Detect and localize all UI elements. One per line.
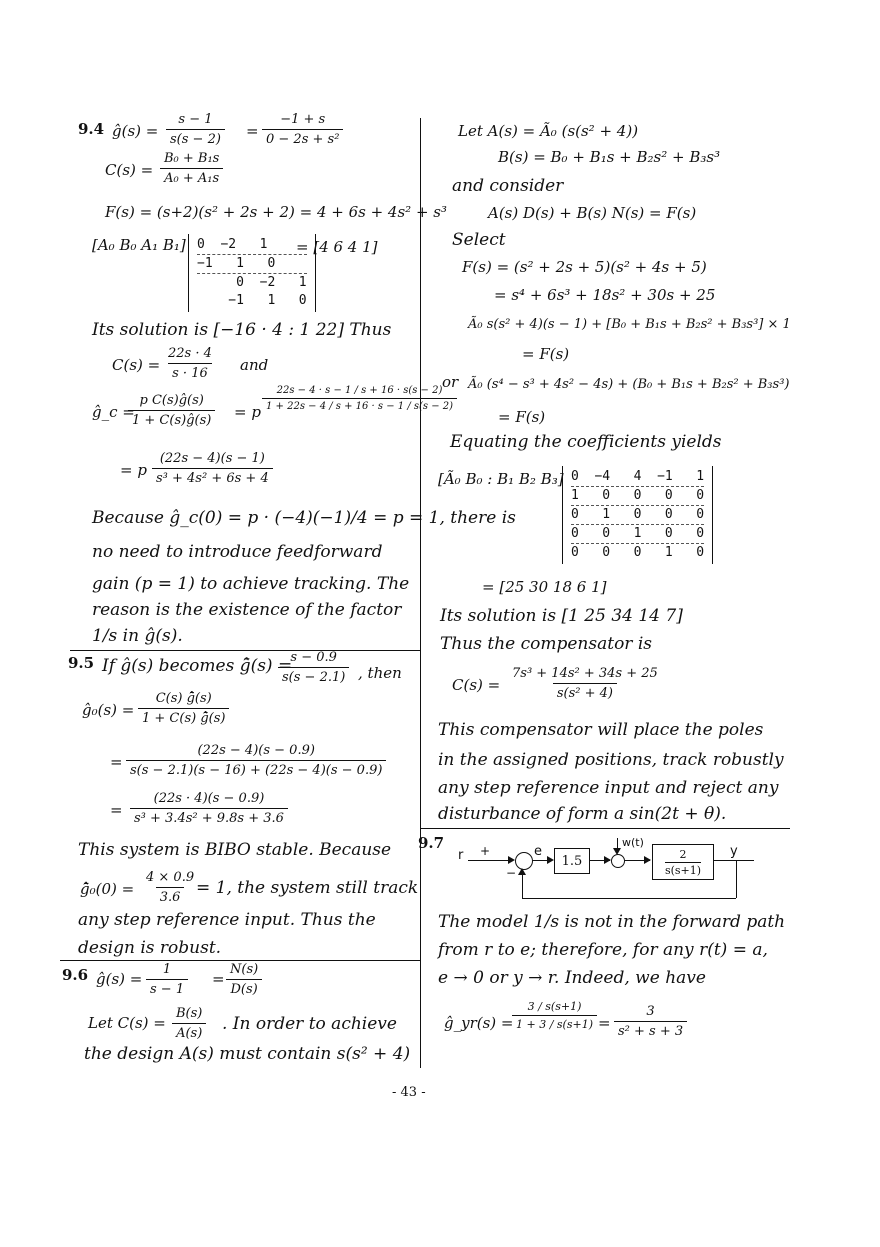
text-line: e → 0 or y → r. Indeed, we have [438, 968, 706, 988]
closed-loop-substituted: $\frac{22s - 4 \cdot s - 1 / s + 16 \cdot s(s - 2)}{1 + 22s - 4 / s + 16 \cdot s - 1 / s(s - 2)}$ [262, 385, 457, 412]
equation-line: = F(s) [522, 345, 570, 363]
arrow-head [644, 856, 651, 864]
error-label: e [534, 844, 542, 859]
problem-label-9-4: 9.4 [78, 120, 105, 138]
equation-line: Ã₀ s(s² + 4)(s − 1) + [B₀ + B₁s + B₂s² + B₃s³] × 1 [468, 317, 791, 332]
and-text: and [240, 356, 269, 374]
gain-block: 1.5 [554, 848, 590, 874]
dc-gain-lhs: ĝ̄₀(0) = [80, 880, 135, 898]
arrow-head [547, 856, 554, 864]
text-line: any step reference input. Thus the [78, 910, 376, 930]
minus-sign: − [506, 866, 517, 880]
fraction-g-expanded: $\frac{-1 + s}{\text{0 − 2s + s²}}$ [262, 112, 343, 147]
arrow-head [518, 868, 526, 875]
tracking-text: = 1, the system still track [196, 878, 419, 898]
closed-loop-result: $\frac{3}{\text{s² + s + 3}}$ [614, 1004, 687, 1039]
arrow-head [508, 856, 515, 864]
feedback-line [522, 898, 736, 899]
closed-loop-fraction: $\frac{3 / s(s+1)}{1 + 3 / s(s+1)}$ [512, 1000, 597, 1031]
problem-label-9-6: 9.6 [62, 966, 89, 984]
dc-gain-fraction: $\frac{4 \times 0.9}{3.6}$ [146, 870, 195, 905]
solution-text: Its solution is [−16 · 4 : 1 22] Thus [92, 320, 392, 340]
perturbed-plant-fraction: $\frac{s - 0.9}{s(s - 2.1)}$ [278, 650, 349, 685]
signal-line [468, 860, 512, 861]
page-number: - 43 - [392, 1085, 426, 1100]
text-line: This compensator will place the poles [438, 720, 764, 740]
arrow-head [613, 848, 621, 855]
text-line: reason is the existence of the factor [92, 600, 402, 620]
select-text: Select [452, 230, 506, 250]
matrix-rhs: = [25 30 18 6 1] [482, 578, 607, 596]
diophantine-equation: A(s) D(s) + B(s) N(s) = F(s) [488, 204, 697, 222]
compensator-lhs: C(s) = [105, 161, 154, 179]
thus-text: Thus the compensator is [440, 634, 652, 654]
equals-sign: = [110, 753, 123, 771]
fraction-g: $\frac{s - 1}{s(s - 2)}$ [166, 112, 225, 147]
equating-text: Equating the coefficients yields [450, 432, 722, 452]
text-line: 1/s in ĝ(s). [92, 626, 183, 646]
overall-tf-fraction: $\frac{C(s) ĝ̄(s)}{1 + C(s) ĝ̄(s)}$ [138, 691, 229, 726]
plant-lhs: ĝ(s) = [96, 970, 143, 988]
sylvester-matrix: 0 −2 1 −1 1 0 0 −2 1 −1 1 0 [188, 234, 316, 312]
because-text: Because ĝ_c(0) = p · (−4)(−1)/4 = p = 1, there is [92, 508, 516, 528]
plant-nd-fraction: $\frac{N(s)}{D(s)}$ [226, 962, 262, 997]
closed-loop-lhs: ĝ_c = [92, 403, 135, 421]
output-label: y [730, 844, 738, 859]
disturbance-label: w(t) [622, 836, 644, 849]
compensator-lhs: C(s) = [452, 676, 501, 694]
equals-sign: = [598, 1014, 611, 1032]
equals-sign: = [212, 970, 225, 988]
let-a-text: Let A(s) = Ã₀ (s(s² + 4)) [458, 122, 639, 140]
transfer-function-lhs: ĝ(s) = [112, 122, 159, 140]
overall-tf-lhs: ĝ₀(s) = [82, 701, 135, 719]
matrix-lhs: [A₀ B₀ A₁ B₁] [92, 236, 186, 254]
text-line: no need to introduce feedforward [92, 542, 383, 562]
problem-label-9-7: 9.7 [418, 834, 445, 852]
reference-label: r [458, 848, 464, 863]
closed-loop-lhs: ĝ_yr(s) = [444, 1014, 514, 1032]
compensator-result-lhs: C(s) = [112, 356, 161, 374]
matrix-rhs: = [4 6 4 1] [296, 238, 378, 256]
equals-sign: = [246, 122, 259, 140]
column-divider [420, 118, 421, 1068]
compensator-result-fraction: $\frac{22s \cdot 4}{s \cdot 16}$ [168, 346, 212, 381]
desired-polynomial-expanded: = s⁴ + 6s³ + 18s² + 30s + 25 [494, 286, 716, 304]
b-polynomial: B(s) = B₀ + B₁s + B₂s² + B₃s³ [498, 148, 721, 166]
plant-fraction: $\frac{1}{s - 1}$ [146, 962, 188, 997]
perturbed-plant-text: If ĝ(s) becomes ĝ̄(s) = [102, 656, 293, 676]
text-line: the design A(s) must contain s(s² + 4) [84, 1044, 411, 1064]
problem-label-9-5: 9.5 [68, 654, 95, 672]
text-line: disturbance of form a sin(2t + θ). [438, 804, 727, 824]
equals-sign: = [110, 801, 123, 819]
overall-tf-expanded: $\frac{(22s - 4)(s - 0.9)}{s(s - 2.1)(s - 16) + (22s - 4)(s - 0.9)}$ [126, 743, 386, 778]
consider-text: and consider [452, 176, 564, 196]
equation-line: Ã₀ (s⁴ − s³ + 4s² − 4s) + (B₀ + B₁s + B₂s² + B₃s³) [468, 377, 790, 392]
text-line: The model 1/s is not in the forward path [438, 912, 786, 932]
stability-text: This system is BIBO stable. Because [78, 840, 392, 860]
desired-polynomial-factored: F(s) = (s² + 2s + 5)(s² + 4s + 5) [462, 258, 707, 276]
compensator-fraction: $\frac{\text{7s³ + 14s² + 34s + 25}}{\text{s(s² + 4)}}$ [512, 666, 658, 701]
text-line: design is robust. [78, 938, 222, 958]
text-line: from r to e; therefore, for any r(t) = a, [438, 940, 768, 960]
closed-loop-fraction: $\frac{\text{p C(s)ĝ(s)}}{1 + C(s)ĝ(s)}$ [128, 393, 215, 428]
arrow-head [604, 856, 611, 864]
plus-sign: + [480, 844, 491, 858]
or-text: or [442, 373, 459, 391]
disturbance-junction [611, 854, 625, 868]
then-text: , then [358, 664, 402, 682]
signal-line [714, 860, 754, 861]
section-separator [70, 650, 420, 651]
section-separator [420, 828, 790, 829]
overall-tf-simplified: $\frac{(22s \cdot 4)(s - 0.9)}{\text{s³ + 3.4s² + 9.8s + 3.6}}$ [130, 791, 288, 826]
text-line: in the assigned positions, track robustly [438, 750, 784, 770]
equation-line: = F(s) [498, 408, 546, 426]
feedback-line [736, 860, 737, 898]
compensator-fraction: $\frac{\text{B₀ + B₁s}}{\text{A₀ + A₁s}}$ [160, 151, 223, 186]
block-diagram [454, 838, 774, 904]
equals-p-2: = p [120, 461, 147, 479]
matrix-lhs: [Ã₀ B₀ : B₁ B₂ B₃] [438, 470, 564, 488]
closed-loop-simplified: $\frac{(22s - 4)(s - 1)}{\text{s³ + 4s² + 6s + 4}}$ [152, 451, 273, 486]
let-compensator-fraction: $\frac{B(s)}{A(s)}$ [172, 1006, 206, 1041]
text-line: gain (p = 1) to achieve tracking. The [92, 574, 410, 594]
equals-p: = p [234, 403, 261, 421]
desired-polynomial: F(s) = (s+2)(s² + 2s + 2) = 4 + 6s + 4s² + s³ [105, 203, 448, 221]
plant-block: 2 s(s+1) [652, 844, 714, 880]
text-line: . In order to achieve [222, 1014, 397, 1034]
coefficient-matrix: 0 −4 4 −1 1 1 0 0 0 0 0 1 0 0 0 0 0 1 0 0 0 0 0 1 0 [562, 466, 713, 564]
section-separator [60, 960, 420, 961]
solution-text: Its solution is [1 25 34 14 7] [440, 606, 683, 626]
text-line: any step reference input and reject any [438, 778, 779, 798]
let-compensator-text: Let C(s) = [88, 1014, 166, 1032]
